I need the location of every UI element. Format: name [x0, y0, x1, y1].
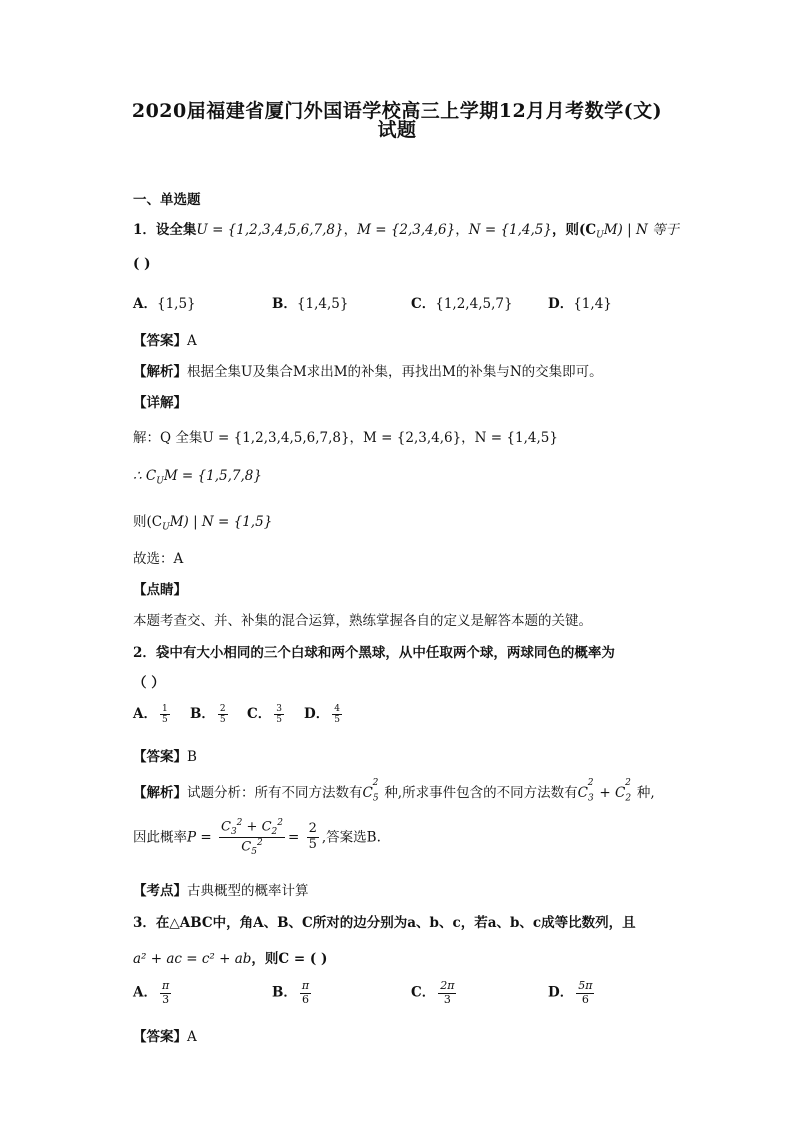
- q1-comment-tag: 【点睛】: [133, 582, 187, 598]
- q3-option-b: [272, 980, 314, 1006]
- q1-analysis-tag: 【解析】: [133, 364, 187, 380]
- q2-point-text: 古典概型的概率计算: [187, 883, 309, 899]
- q2-answer-tag: 【答案】: [133, 749, 187, 765]
- q1-option-d: [548, 292, 612, 312]
- q1-option-d-value: {1,4}: [573, 296, 612, 312]
- q2-prob-suffix: ,答案选B.: [321, 829, 381, 846]
- q1-ask: ，则(C: [552, 222, 597, 238]
- q2-option-b-den: 5: [219, 715, 226, 725]
- q3-option-c-label: C．: [411, 984, 436, 1001]
- q3-option-d-label: D．: [548, 984, 574, 1001]
- q2-option-c-num: 3: [276, 703, 282, 714]
- q1-set-n: N = {1,4,5}: [468, 222, 552, 238]
- q2-option-b-label: B．: [190, 706, 215, 722]
- q1-answer-tag: 【答案】: [133, 333, 187, 349]
- q1-solution-line4: 故选：A: [133, 551, 184, 567]
- q1-paren: ( ): [133, 256, 151, 272]
- q3-answer-value: A: [187, 1029, 197, 1045]
- q1-comment-text: 本题考查交、并、补集的混合运算，熟练掌握各自的定义是解答本题的关键。: [133, 613, 592, 629]
- q2-option-a-label: A．: [133, 706, 157, 722]
- q3-ask: ，则C = ( ): [251, 951, 328, 967]
- q2-option-a: [133, 702, 173, 725]
- q1-detail-tag: 【详解】: [133, 395, 187, 411]
- q1-set-u: U = {1,2,3,4,5,6,7,8}: [196, 222, 344, 238]
- q2-option-a-den: 5: [161, 715, 168, 725]
- q2-comb-favorable: $C_3^2+ C_2^2$: [577, 777, 632, 804]
- q3-answer-tag: 【答案】: [133, 1029, 187, 1045]
- q3-option-b-label: B．: [272, 984, 297, 1001]
- q2-option-d-num: 4: [334, 703, 340, 714]
- q2-option-b: [190, 702, 231, 725]
- q1-option-c-value: {1,2,4,5,7}: [435, 296, 513, 312]
- q2-probability: 因此概率P = $\frac{C_3^2 + C_2^2}{C_5^2}$ = $\frac{2}{5}$ ,答案选B.: [133, 818, 381, 858]
- q1-set-m: M = {2,3,4,6}: [357, 222, 456, 238]
- q3-option-d-num: 5π: [578, 979, 593, 992]
- q1-option-b-value: {1,4,5}: [296, 296, 349, 312]
- q3-option-a-num: π: [161, 979, 170, 992]
- q2-answer-value: B: [187, 749, 197, 765]
- q1-solution-line2: ∴ $C_UM = \{1,5,7,8\}$: [133, 468, 262, 487]
- q1-stem: 1．设全集U = {1,2,3,4,5,6,7,8}，M = {2,3,4,6}，N = {1,4,5}，则$(C_UM)$ | N 等于: [133, 222, 680, 241]
- q3-answer: [133, 1025, 197, 1045]
- section-heading: 一、单选题: [133, 192, 201, 208]
- q3-cond: a² + ac = c² + ab: [133, 951, 252, 967]
- q3-option-c: [411, 980, 459, 1006]
- q1-solution-line3: 则$(C_UM)$ | N = {1,5}: [133, 514, 273, 533]
- q2-option-c: [247, 702, 287, 725]
- q2-prob-prefix: 因此概率: [133, 829, 187, 846]
- q2-option-d: [304, 702, 345, 725]
- q2-analysis-tag: 【解析】: [133, 785, 187, 801]
- q1-ask-tail: M) | N 等于: [603, 222, 680, 238]
- q2-option-b-num: 2: [219, 703, 226, 714]
- q2-option-c-label: C．: [247, 706, 272, 722]
- q1-option-c-label: C．: [411, 296, 436, 312]
- q1-solution-line1: 解：Q 全集U = {1,2,3,4,5,6,7,8}，M = {2,3,4,6}，N = {1,4,5}: [133, 430, 558, 446]
- q2-point: [133, 879, 309, 899]
- q1-answer-value: A: [187, 333, 197, 349]
- q1-option-a-label: A．: [133, 296, 157, 312]
- q2-point-tag: 【考点】: [133, 883, 187, 899]
- q1-analysis-text: 根据全集U及集合M求出M的补集，再找出M的补集与N的交集即可。: [187, 364, 603, 380]
- q2-analysis-b: 种,所求事件包含的不同方法数有: [384, 785, 578, 801]
- q2-analysis-a: 试题分析：所有不同方法数有: [187, 785, 363, 801]
- q2-option-d-den: 5: [334, 715, 340, 725]
- q1-option-b: [272, 292, 348, 312]
- q1-solution-line3-head: 则(C: [133, 514, 163, 530]
- q1-solution-line2-head: ∴ C: [133, 468, 157, 484]
- q1-stem-prefix: 1．设全集: [133, 222, 197, 238]
- q1-solution-line2-tail: M = {1,5,7,8}: [163, 468, 262, 484]
- q2-option-c-den: 5: [276, 715, 282, 725]
- q3-option-d-den: 6: [581, 992, 589, 1006]
- doc-title-line2: 试题: [377, 119, 417, 141]
- q3-option-d: [548, 980, 597, 1006]
- q1-option-a: [133, 292, 196, 312]
- q1-solution-line3-tail: M) | N = {1,5}: [169, 514, 273, 530]
- q3-option-b-num: π: [301, 979, 310, 992]
- q2-stem: 2．袋中有大小相同的三个白球和两个黑球，从中任取两个球，两球同色的概率为: [133, 645, 615, 661]
- q2-analysis: [133, 777, 655, 804]
- q3-stem: 3．在△ABC中，角A、B、C所对的边分别为a、b、c，若a、b、c成等比数列，且: [133, 915, 636, 931]
- q2-option-d-label: D．: [304, 706, 330, 722]
- q2-answer: [133, 745, 197, 765]
- q3-option-b-den: 6: [302, 992, 310, 1006]
- q2-analysis-c: 种,: [636, 785, 655, 801]
- q3-option-a-den: 3: [162, 992, 170, 1006]
- q3-option-a: [133, 980, 174, 1006]
- doc-title-line1: 2020届福建省厦门外国语学校高三上学期12月月考数学(文): [131, 100, 663, 122]
- q1-option-a-value: {1,5}: [156, 296, 196, 312]
- q2-paren: （ ）: [133, 675, 165, 691]
- q2-option-a-num: 1: [161, 703, 168, 714]
- q1-answer: [133, 329, 197, 349]
- q1-analysis: [133, 360, 603, 380]
- q2-comb-total: $C_5^2$: [362, 777, 379, 804]
- q3-condition: [133, 947, 327, 967]
- q3-option-c-num: 2π: [440, 979, 455, 992]
- q3-option-c-den: 3: [443, 992, 451, 1006]
- q1-option-d-label: D．: [548, 296, 574, 312]
- q1-option-c: [411, 292, 513, 312]
- q3-option-a-label: A．: [133, 984, 157, 1001]
- q1-option-b-label: B．: [272, 296, 297, 312]
